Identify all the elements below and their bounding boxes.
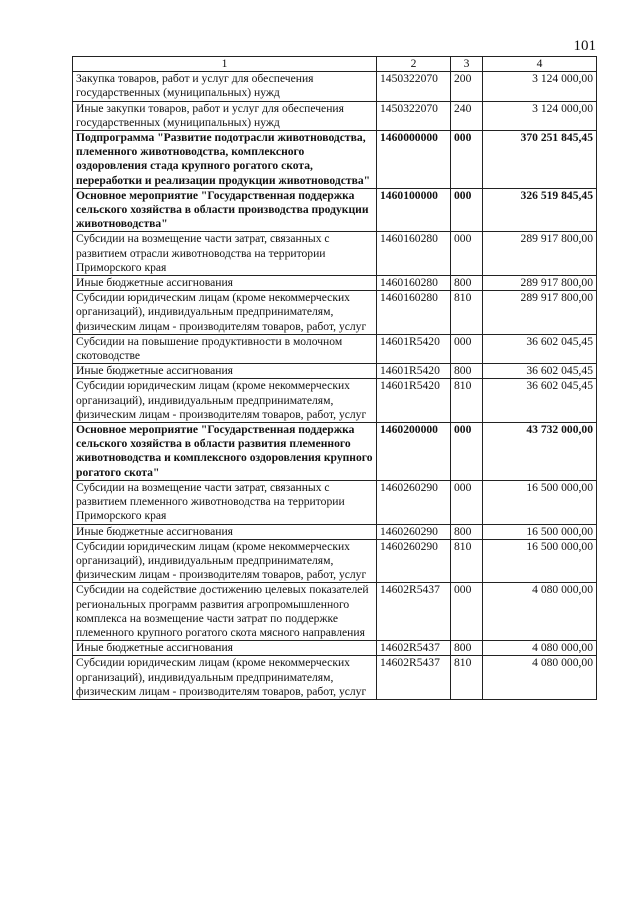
row-code-cell: 1450322070 (377, 101, 451, 130)
row-name-cell: Иные бюджетные ассигнования (73, 524, 377, 539)
budget-table (72, 56, 597, 700)
row-sum-cell: 16 500 000,00 (483, 539, 597, 583)
row-name-cell: Субсидии юридическим лицам (кроме некоммерческих организаций), индивидуальным предпринимателям, физическим лицам - производителям товаров, работ, услуг (73, 291, 377, 335)
row-name-cell: Иные бюджетные ассигнования (73, 364, 377, 379)
row-sum-cell: 16 500 000,00 (483, 524, 597, 539)
row-sum-cell: 36 602 045,45 (483, 334, 597, 363)
row-code-cell: 1460160280 (377, 276, 451, 291)
row-sum-cell: 3 124 000,00 (483, 72, 597, 101)
row-code-cell: 14602R5437 (377, 583, 451, 641)
row-name-cell: Основное мероприятие "Государственная поддержка сельского хозяйства в области развития племенного животноводства и комплексного оздоровления крупного рогатого скота" (73, 423, 377, 481)
row-name-cell: Основное мероприятие "Государственная поддержка сельского хозяйства в области производства продукции животноводства" (73, 188, 377, 232)
row-name-cell: Субсидии на содействие достижению целевых показателей региональных программ развития агропромышленного комплекса на возмещение части затрат по поддержке племенного крупного рогатого скота мясного направления (73, 583, 377, 641)
row-type-cell: 810 (451, 291, 483, 335)
row-sum-cell: 289 917 800,00 (483, 291, 597, 335)
row-name-cell: Субсидии на возмещение части затрат, связанных с развитием племенного животноводства на территории Приморского края (73, 480, 377, 524)
row-type-cell: 810 (451, 539, 483, 583)
row-type-cell: 800 (451, 524, 483, 539)
table-row (73, 641, 597, 656)
table-row (73, 379, 597, 423)
table-row (73, 656, 597, 700)
row-sum-cell: 36 602 045,45 (483, 379, 597, 423)
row-type-cell: 240 (451, 101, 483, 130)
row-name-cell: Субсидии юридическим лицам (кроме некоммерческих организаций), индивидуальным предпринимателям, физическим лицам - производителям товаров, работ, услуг (73, 379, 377, 423)
row-type-cell: 810 (451, 379, 483, 423)
table-row (73, 131, 597, 189)
table-row (73, 72, 597, 101)
column-header: 2 (377, 57, 451, 72)
row-code-cell: 1460000000 (377, 131, 451, 189)
row-code-cell: 1450322070 (377, 72, 451, 101)
table-row (73, 539, 597, 583)
row-code-cell: 1460260290 (377, 480, 451, 524)
row-sum-cell: 370 251 845,45 (483, 131, 597, 189)
row-code-cell: 1460160280 (377, 291, 451, 335)
column-header: 4 (483, 57, 597, 72)
table-row (73, 364, 597, 379)
column-header: 3 (451, 57, 483, 72)
table-row (73, 276, 597, 291)
row-name-cell: Субсидии юридическим лицам (кроме некоммерческих организаций), индивидуальным предпринимателям, физическим лицам - производителям товаров, работ, услуг (73, 656, 377, 700)
row-type-cell: 810 (451, 656, 483, 700)
row-code-cell: 14602R5437 (377, 641, 451, 656)
row-type-cell: 000 (451, 480, 483, 524)
row-name-cell: Иные бюджетные ассигнования (73, 641, 377, 656)
row-type-cell: 000 (451, 131, 483, 189)
table-row (73, 291, 597, 335)
row-type-cell: 200 (451, 72, 483, 101)
table-row (73, 423, 597, 481)
row-type-cell: 000 (451, 232, 483, 276)
row-code-cell: 14602R5437 (377, 656, 451, 700)
row-code-cell: 1460260290 (377, 539, 451, 583)
table-row (73, 524, 597, 539)
row-name-cell: Закупка товаров, работ и услуг для обеспечения государственных (муниципальных) нужд (73, 72, 377, 101)
table-row (73, 334, 597, 363)
row-sum-cell: 16 500 000,00 (483, 480, 597, 524)
table-row (73, 232, 597, 276)
row-type-cell: 000 (451, 423, 483, 481)
row-sum-cell: 289 917 800,00 (483, 276, 597, 291)
page-number: 101 (573, 38, 596, 54)
row-sum-cell: 4 080 000,00 (483, 656, 597, 700)
row-name-cell: Иные закупки товаров, работ и услуг для обеспечения государственных (муниципальных) нужд (73, 101, 377, 130)
row-name-cell: Подпрограмма "Развитие подотрасли животноводства, племенного животноводства, комплексного оздоровления стада крупного рогатого скота, переработки и реализации продукции животноводства" (73, 131, 377, 189)
row-name-cell: Субсидии юридическим лицам (кроме некоммерческих организаций), индивидуальным предпринимателям, физическим лицам - производителям товаров, работ, услуг (73, 539, 377, 583)
table-header-row (73, 57, 597, 72)
row-code-cell: 1460260290 (377, 524, 451, 539)
row-name-cell: Субсидии на возмещение части затрат, связанных с развитием отрасли животноводства на территории Приморского края (73, 232, 377, 276)
row-sum-cell: 4 080 000,00 (483, 583, 597, 641)
row-name-cell: Иные бюджетные ассигнования (73, 276, 377, 291)
table-row (73, 480, 597, 524)
row-name-cell: Субсидии на повышение продуктивности в молочном скотоводстве (73, 334, 377, 363)
row-type-cell: 000 (451, 583, 483, 641)
table-row (73, 101, 597, 130)
row-sum-cell: 4 080 000,00 (483, 641, 597, 656)
row-sum-cell: 3 124 000,00 (483, 101, 597, 130)
row-sum-cell: 43 732 000,00 (483, 423, 597, 481)
row-type-cell: 800 (451, 641, 483, 656)
row-sum-cell: 326 519 845,45 (483, 188, 597, 232)
row-code-cell: 1460100000 (377, 188, 451, 232)
row-code-cell: 1460200000 (377, 423, 451, 481)
row-sum-cell: 289 917 800,00 (483, 232, 597, 276)
row-type-cell: 000 (451, 188, 483, 232)
column-header: 1 (73, 57, 377, 72)
row-code-cell: 14601R5420 (377, 379, 451, 423)
row-type-cell: 800 (451, 364, 483, 379)
table-row (73, 188, 597, 232)
row-code-cell: 14601R5420 (377, 334, 451, 363)
row-type-cell: 800 (451, 276, 483, 291)
table-body (73, 72, 597, 700)
row-code-cell: 14601R5420 (377, 364, 451, 379)
row-type-cell: 000 (451, 334, 483, 363)
row-code-cell: 1460160280 (377, 232, 451, 276)
row-sum-cell: 36 602 045,45 (483, 364, 597, 379)
table-row (73, 583, 597, 641)
